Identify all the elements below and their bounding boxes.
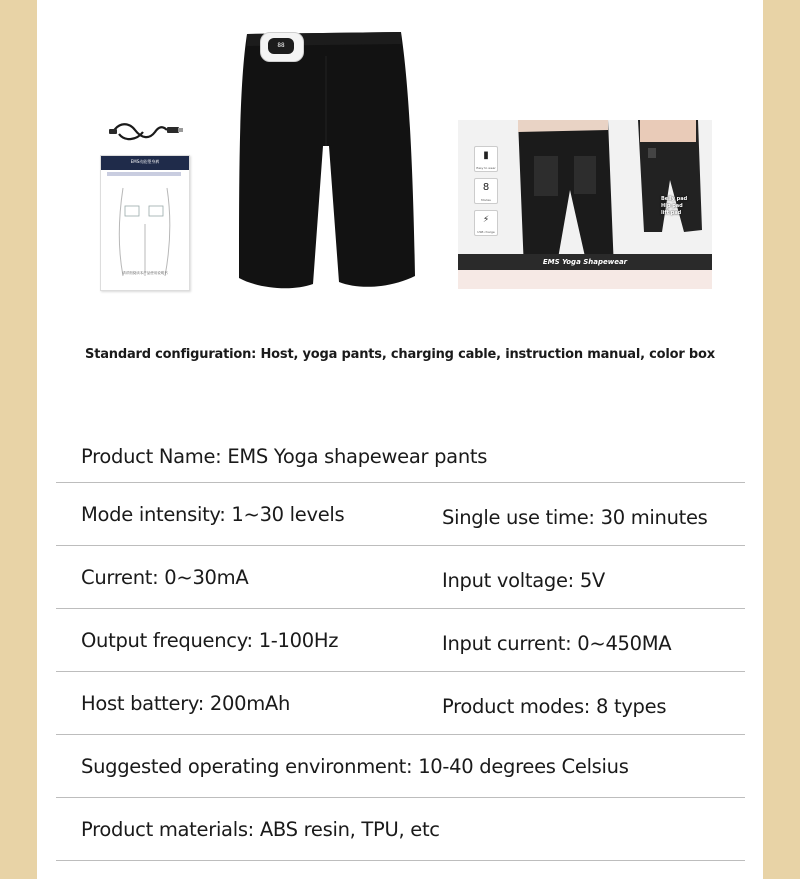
mode-intensity: Mode intensity: 1~30 levels xyxy=(81,503,345,526)
usb-charge-icon: ⚡ USB charge xyxy=(474,210,498,236)
promo-strip xyxy=(458,270,712,289)
spec-table xyxy=(56,425,745,861)
spec-row xyxy=(56,609,745,672)
current: Current: 0~30mA xyxy=(81,566,249,589)
promo-image xyxy=(458,120,712,289)
content-panel xyxy=(37,0,763,879)
model-silhouette xyxy=(498,120,712,270)
operating-environment: Suggested operating environment: 10-40 degrees Celsius xyxy=(81,755,629,778)
input-voltage: Input voltage: 5V xyxy=(442,569,605,592)
promo-banner: EMS Yoga Shapewear xyxy=(458,254,712,270)
host-device xyxy=(260,32,304,62)
hip-pad-label: Hip pad xyxy=(661,203,683,209)
input-current: Input current: 0~450MA xyxy=(442,632,672,655)
spec-row xyxy=(56,546,745,609)
host-display: 88 xyxy=(268,38,294,54)
manual-diagram xyxy=(109,184,181,280)
charging-cable-image xyxy=(109,118,185,144)
manual-title: EMS动能塑身裤 xyxy=(101,156,189,170)
yoga-pants-image xyxy=(231,26,421,298)
standard-configuration-caption: Standard configuration: Host, yoga pants, charging cable, instruction manual, color box xyxy=(85,347,715,362)
spec-row-product-name xyxy=(56,425,745,483)
manual-footer: 请详细阅读本产品使用说明书 xyxy=(122,271,168,275)
belly-pad-label: Belly pad xyxy=(661,196,688,202)
host-battery: Host battery: 200mAh xyxy=(81,692,291,715)
shapewear-icon: ▮ Easy to wear xyxy=(474,146,498,172)
instruction-manual-image xyxy=(100,155,190,291)
single-use-time: Single use time: 30 minutes xyxy=(442,506,708,529)
lift-pad-label: lift pad xyxy=(661,210,682,216)
product-name: Product Name: EMS Yoga shapewear pants xyxy=(81,445,488,468)
product-modes: Product modes: 8 types xyxy=(442,695,667,718)
manual-bar xyxy=(107,172,181,176)
feature-icons xyxy=(474,146,498,242)
spec-row-materials xyxy=(56,798,745,861)
output-frequency: Output frequency: 1-100Hz xyxy=(81,629,339,652)
modes-icon: 8 Modes xyxy=(474,178,498,204)
spec-row xyxy=(56,483,745,546)
pad-labels xyxy=(661,196,687,217)
spec-row xyxy=(56,672,745,735)
spec-row-environment xyxy=(56,735,745,798)
product-materials: Product materials: ABS resin, TPU, etc xyxy=(81,818,440,841)
